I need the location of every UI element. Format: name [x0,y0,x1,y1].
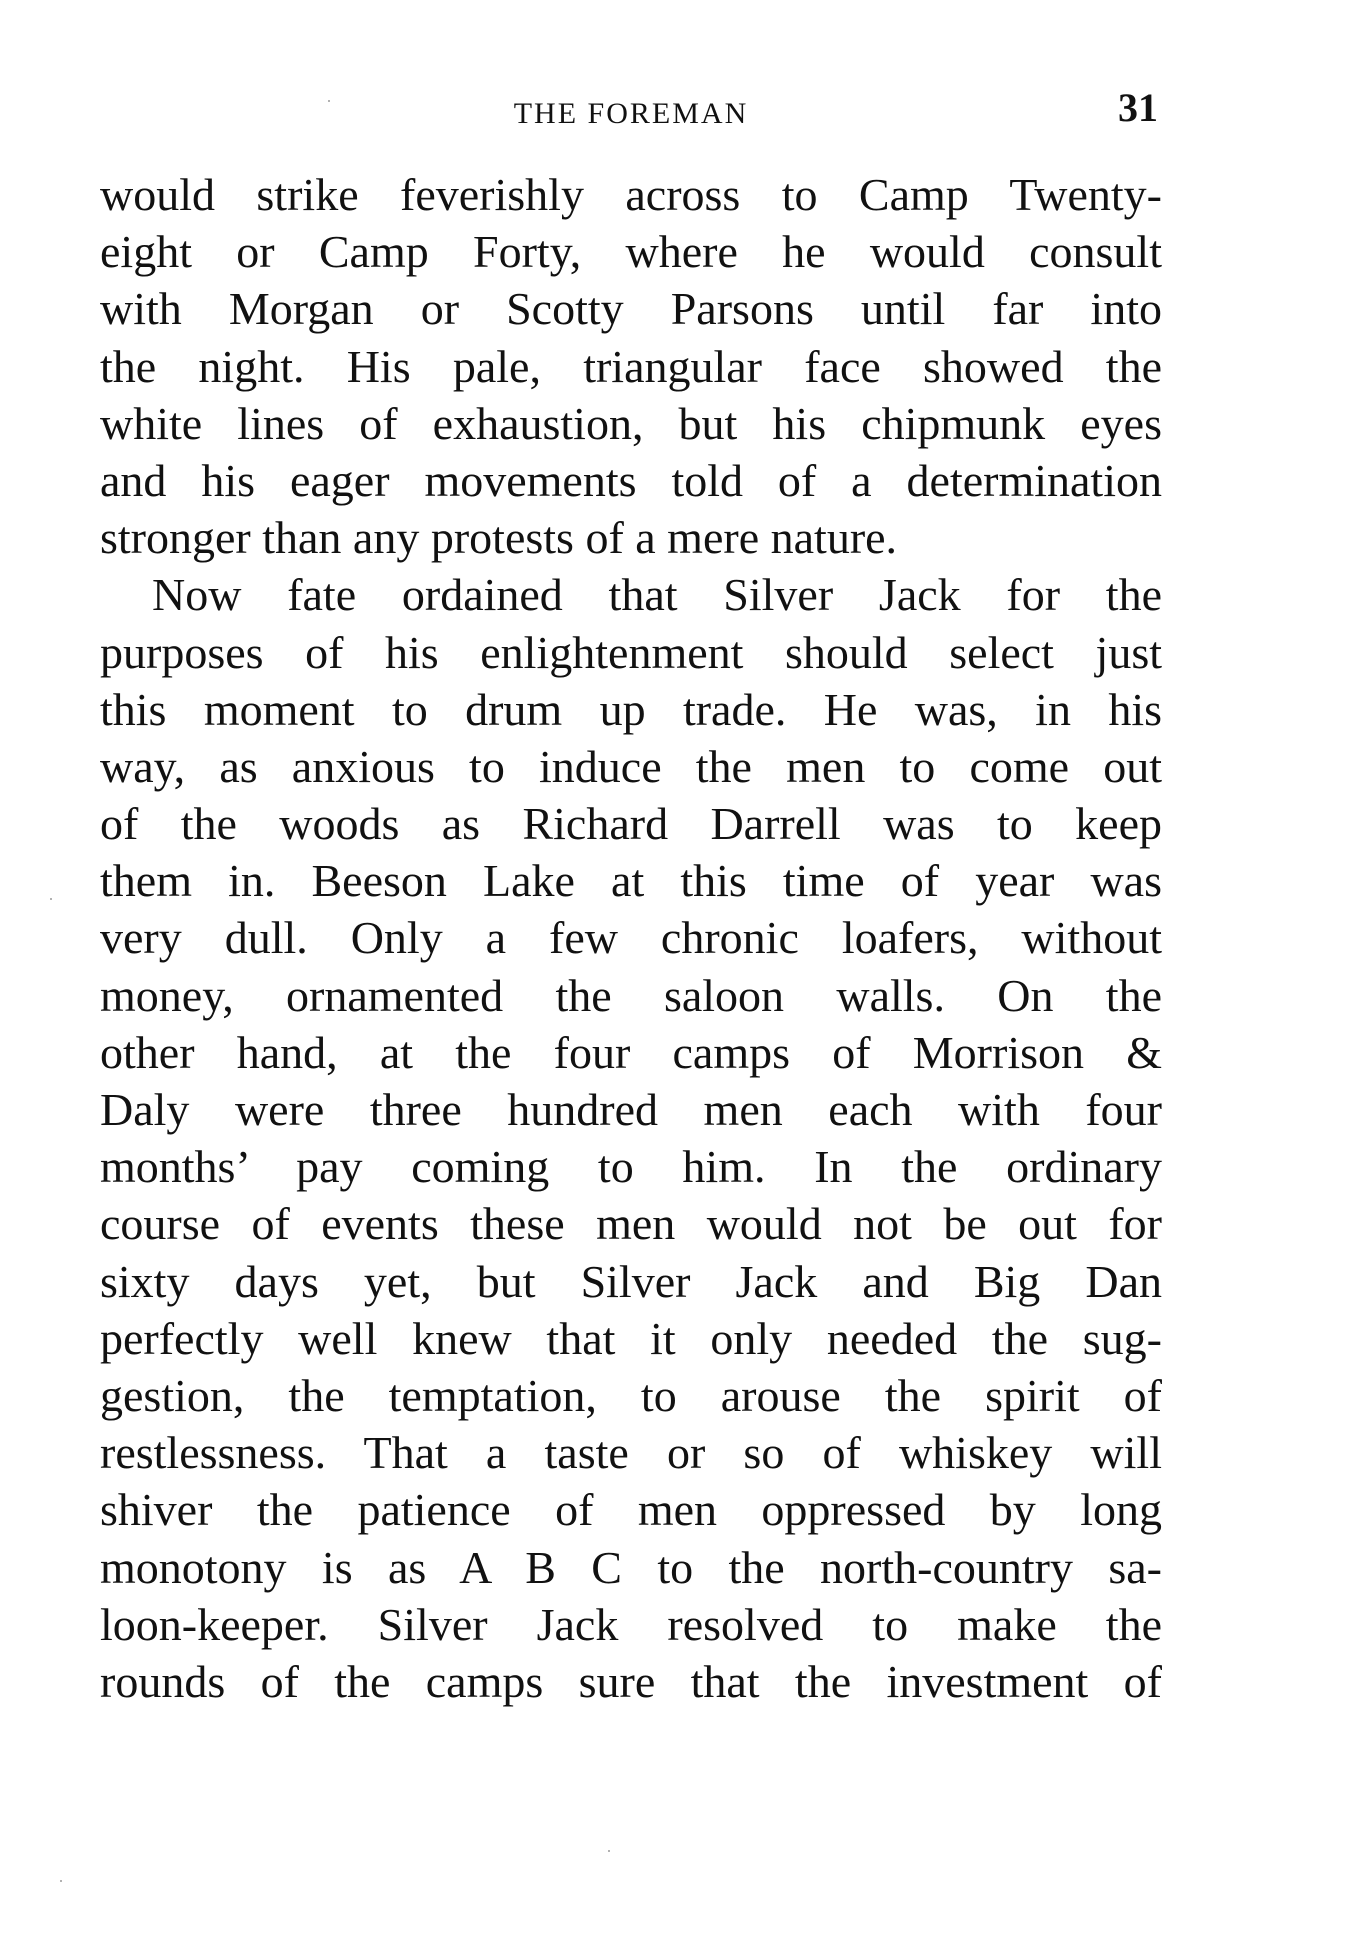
text-line: very dull. Only a few chronic loafers, without [100,912,1162,964]
text-line: Daly were three hundred men each with four [100,1084,1162,1135]
text-line: purposes of his enlightenment should select just [100,626,1162,678]
text-line: perfectly well knew that it only needed the sug- [100,1312,1162,1364]
text-line: way, as anxious to induce the men to come out [100,740,1162,792]
text-line: would strike feverishly across to Camp Twenty- [100,169,1162,220]
text-line: Now fate ordained that Silver Jack for the [152,569,1162,621]
text-line: months’ pay coming to him. In the ordinary [100,1141,1162,1193]
text-line: eight or Camp Forty, where he would consult [100,226,1162,278]
text-line: money, ornamented the saloon walls. On the [100,969,1162,1021]
text-line: shiver the patience of men oppressed by long [100,1484,1162,1536]
body-text [100,166,1162,1710]
scan-speck [608,1850,610,1852]
text-line: restlessness. That a taste or so of whiskey will [100,1427,1162,1479]
text-line: rounds of the camps sure that the investment of [100,1655,1162,1707]
text-line: other hand, at the four camps of Morrison & [100,1026,1162,1078]
running-head [100,85,1162,136]
text-line: sixty days yet, but Silver Jack and Big Dan [100,1255,1162,1307]
text-line: course of events these men would not be out for [100,1198,1162,1250]
text-line: loon-keeper. Silver Jack resolved to make the [100,1598,1162,1650]
running-title: THE FOREMAN [513,97,749,130]
text-line: stronger than any protests of a mere nature. [100,512,898,564]
text-line: of the woods as Richard Darrell was to keep [100,798,1162,850]
scan-speck [328,100,330,102]
text-line: this moment to drum up trade. He was, in his [100,683,1162,735]
text-line: with Morgan or Scotty Parsons until far into [100,283,1162,335]
text-line: monotony is as A B C to the north-country sa- [100,1541,1162,1593]
text-line: and his eager movements told of a determination [100,454,1162,506]
text-line: them in. Beeson Lake at this time of year was [100,855,1162,907]
text-line: white lines of exhaustion, but his chipmunk eyes [100,397,1162,449]
text-line: the night. His pale, triangular face showed the [100,340,1162,392]
scan-speck [60,1880,62,1882]
scan-speck [50,898,52,900]
page-number: 31 [1118,85,1158,130]
text-line: gestion, the temptation, to arouse the spirit of [100,1369,1162,1421]
